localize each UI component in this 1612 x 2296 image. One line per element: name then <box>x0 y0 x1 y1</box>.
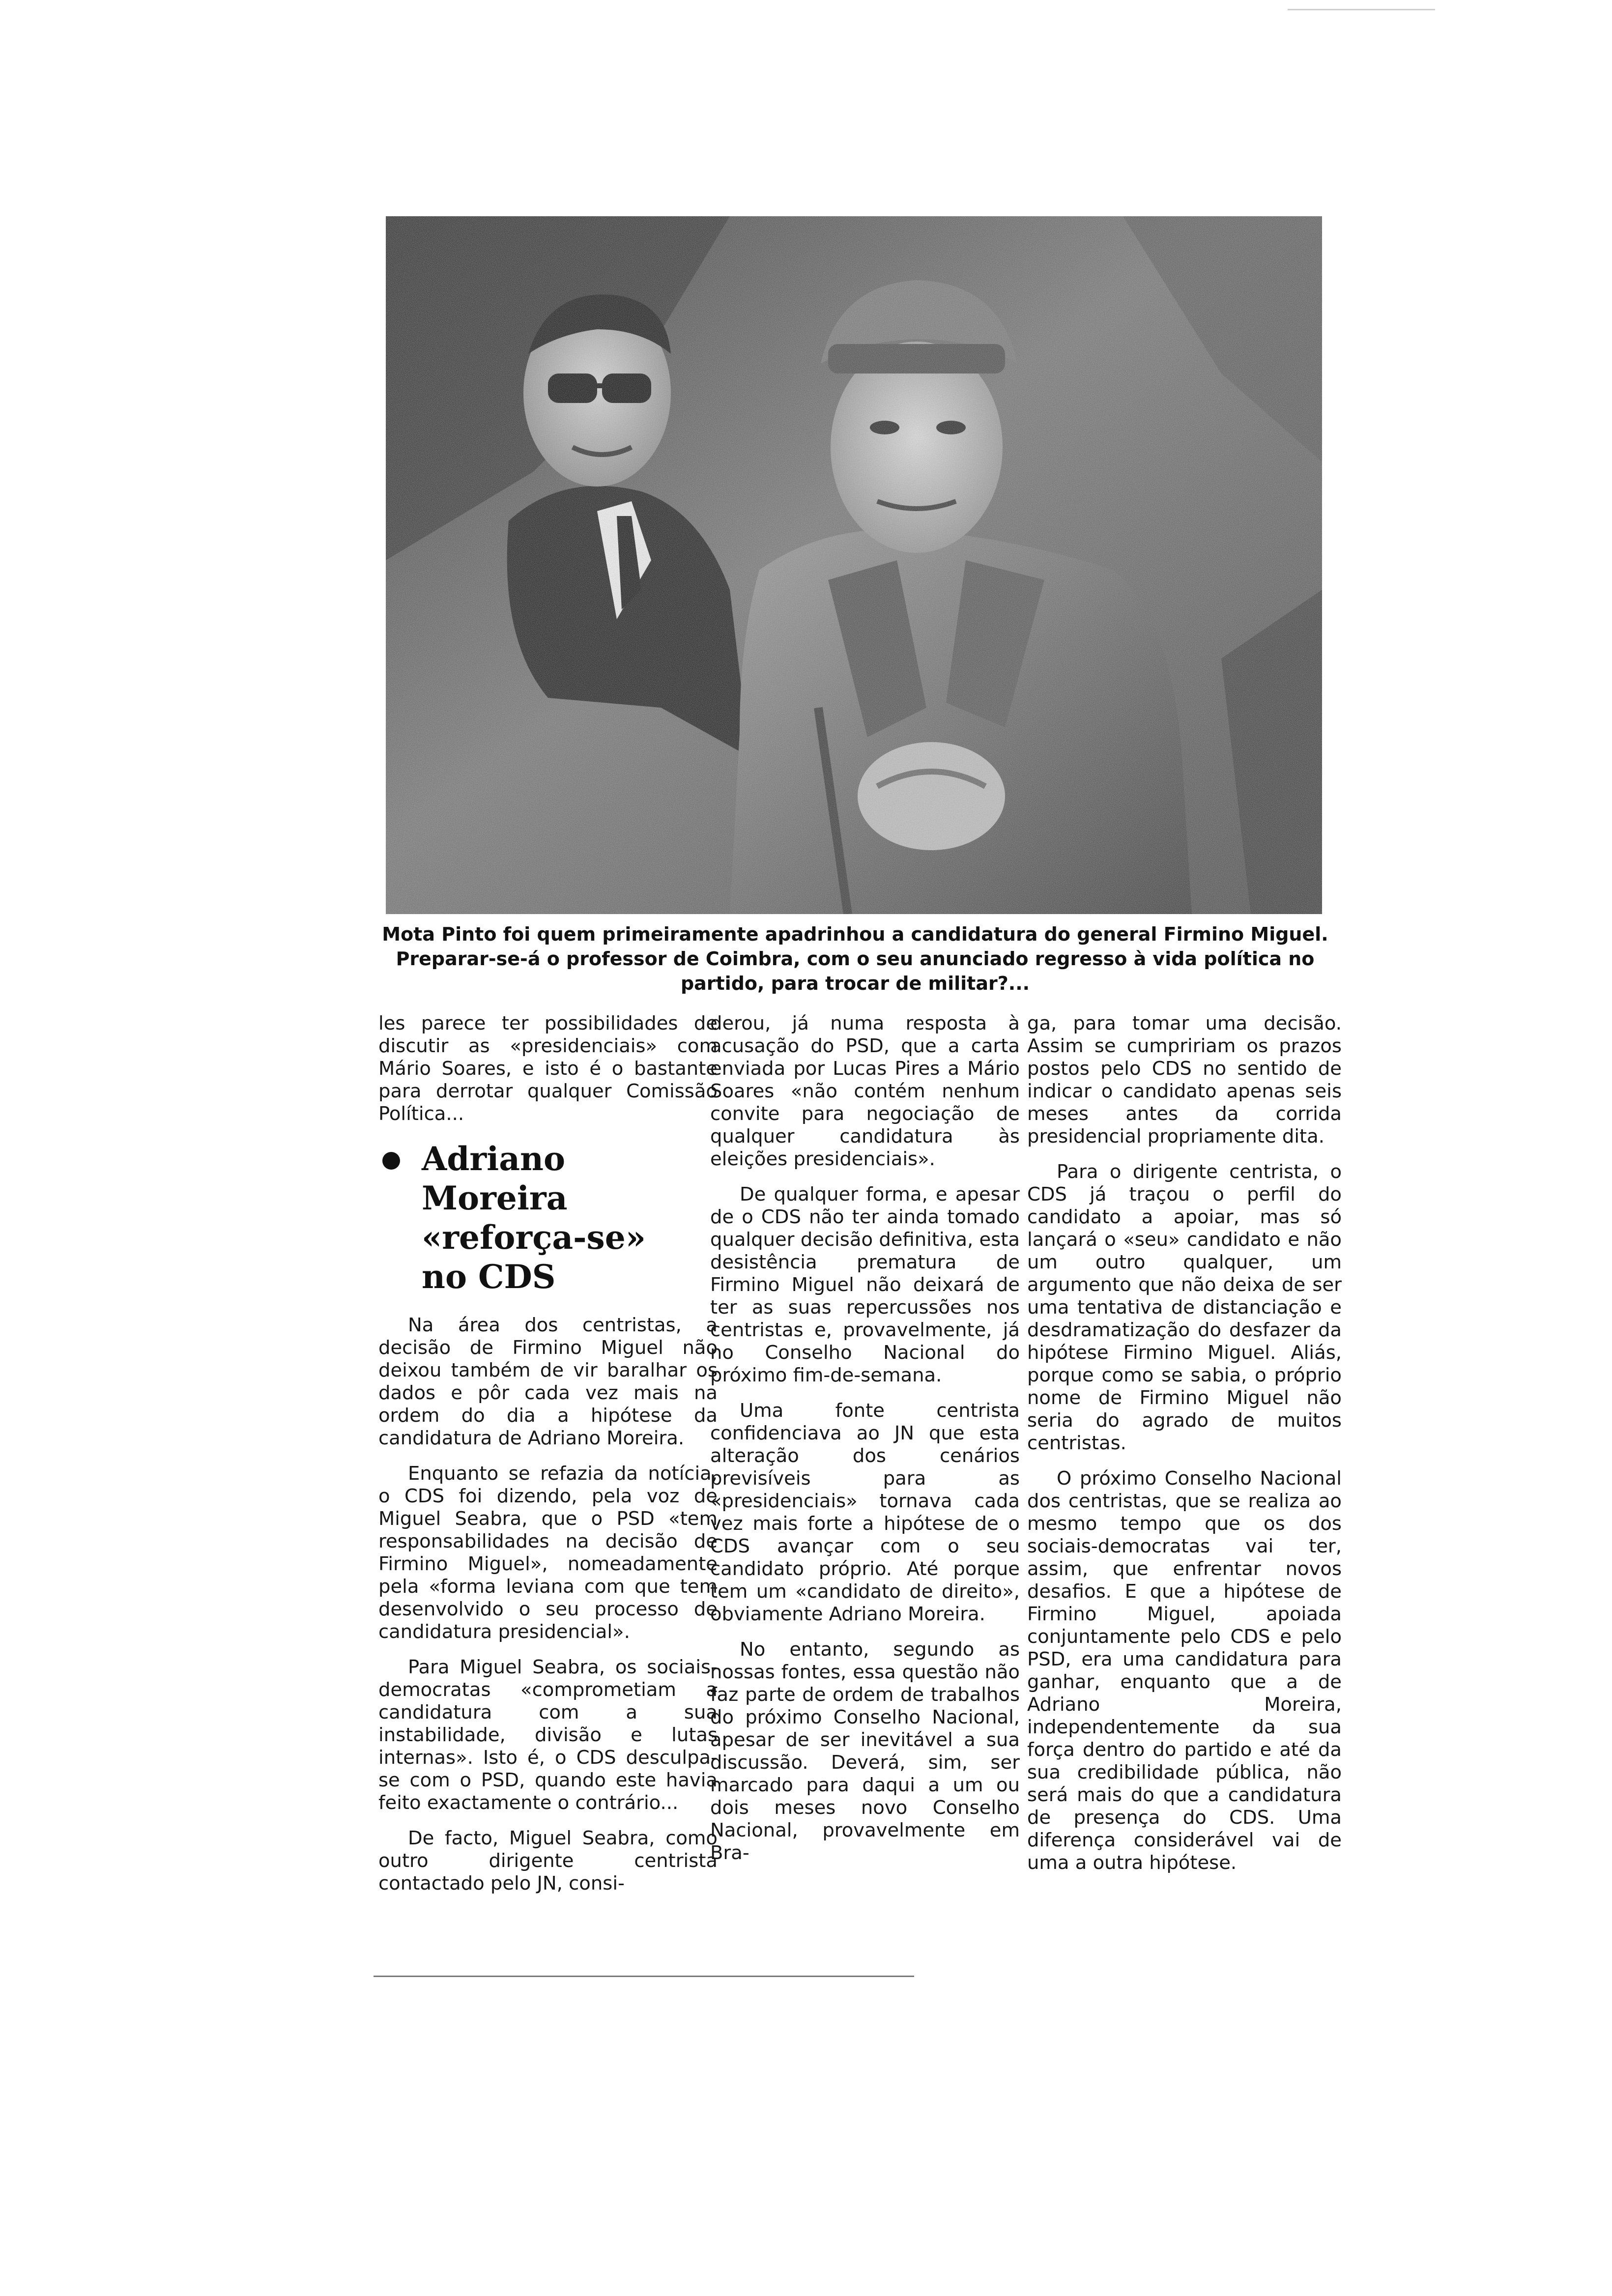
paragraph: Para o dirigente centrista, o CDS já traçou o perfil do candidato a apoiar, mas só lançará o «seu» candidato e não um outro qualquer, um argumento que não deixa de ser uma tentativa de distanciação e desdramatização do desfazer da hipótese Firmino Miguel. Aliás, porque como se sabia, o próprio nome de Firmino Miguel não seria do agrado de muitos centristas. <box>1027 1161 1342 1454</box>
top-edge-rule <box>1288 9 1435 10</box>
subheading-line: Adriano <box>422 1140 565 1178</box>
paragraph: Para Miguel Seabra, os sociais-democratas «comprometiam a candidatura com a sua instabilidade, divisão e lutas internas». Isto é, o CDS desculpa-se com o PSD, quando este havia feito exactamente o contrário... <box>378 1656 718 1814</box>
paragraph: De qualquer forma, e apesar de o CDS não ter ainda tomado qualquer decisão definitiva, esta desistência prematura de Firmino Miguel não deixará de ter as suas repercussões nos centristas e, provavelmente, já no Conselho Nacional do próximo fim-de-semana. <box>710 1183 1020 1386</box>
photo-illustration <box>386 216 1322 914</box>
subheading-line: no CDS <box>422 1258 556 1296</box>
paragraph: Na área dos centristas, a decisão de Firmino Miguel não deixou também de vir baralhar os dados e pôr cada vez mais na ordem do dia a hipótese da candidatura de Adriano Moreira. <box>378 1314 718 1449</box>
bullet-icon <box>382 1152 400 1170</box>
caption-line: partido, para trocar de militar?... <box>680 973 1030 994</box>
paragraph: O próximo Conselho Nacional dos centristas, que se realiza ao mesmo tempo que os dos sociais-democratas vai ter, assim, que enfrentar novos desafios. E que a hipótese de Firmino Miguel, apoiada conjuntamente pelo CDS e pelo PSD, era uma candidatura para ganhar, enquanto que a de Adriano Moreira, independentemente da sua força dentro do partido e até da sua credibilidade pública, não será mais do que a candidatura de presença do CDS. Uma diferença considerável vai de uma a outra hipótese. <box>1027 1467 1342 1874</box>
article-column-1 <box>378 1012 718 1908</box>
column-1-intro: les parece ter possibilidades de discutir as «presidenciais» com Mário Soares, e isto é o bastante para derrotar qualquer Comissão Política... <box>378 1012 718 1125</box>
paragraph: Uma fonte centrista confidenciava ao JN que esta alteração dos cenários previsíveis para as «presidenciais» tornava cada vez mais forte a hipótese de o CDS avançar com o seu candidato próprio. Até porque tem um «candidato de direito», obviamente Adriano Moreira. <box>710 1400 1020 1625</box>
column-3-intro: ga, para tomar uma decisão. Assim se cumpririam os prazos postos pelo CDS no sentido de indicar o candidato apenas seis meses antes da corrida presidencial propriamente dita. <box>1027 1012 1342 1148</box>
paragraph: Enquanto se refazia da notícia, o CDS foi dizendo, pela voz de Miguel Seabra, que o PSD «tem responsabilidades na decisão de Firmino Miguel», nomeadamente pela «forma leviana com que tem desenvolvido o seu processo de candidatura presidencial». <box>378 1463 718 1643</box>
section-subheading <box>378 1139 718 1296</box>
caption-line: Mota Pinto foi quem primeiramente apadrinhou a candidatura do general Firmino Miguel. <box>382 923 1328 945</box>
caption-line: Preparar-se-á o professor de Coimbra, com o seu anunciado regresso à vida política no <box>396 948 1315 970</box>
article-column-3 <box>1027 1012 1342 1887</box>
paragraph: No entanto, segundo as nossas fontes, essa questão não faz parte de ordem de trabalhos do próximo Conselho Nacional, apesar de ser inevitável a sua discussão. Deverá, sim, ser marcado para daqui a um ou dois meses novo Conselho Nacional, provavelmente em Bra- <box>710 1638 1020 1864</box>
news-photo <box>386 216 1322 914</box>
paragraph: De facto, Miguel Seabra, como outro dirigente centrista contactado pelo JN, consi- <box>378 1827 718 1894</box>
paragraph: derou, já numa resposta à acusação do PSD, que a carta enviada por Lucas Pires a Mário Soares «não contém nenhum convite para negociação de qualquer candidatura às eleições presidenciais». <box>710 1012 1020 1170</box>
photo-caption <box>374 922 1337 996</box>
subheading-line: «reforça-se» <box>422 1218 646 1257</box>
bottom-rule <box>374 1976 914 1977</box>
article-column-2 <box>710 1012 1020 1877</box>
subheading-line: Moreira <box>422 1179 568 1217</box>
